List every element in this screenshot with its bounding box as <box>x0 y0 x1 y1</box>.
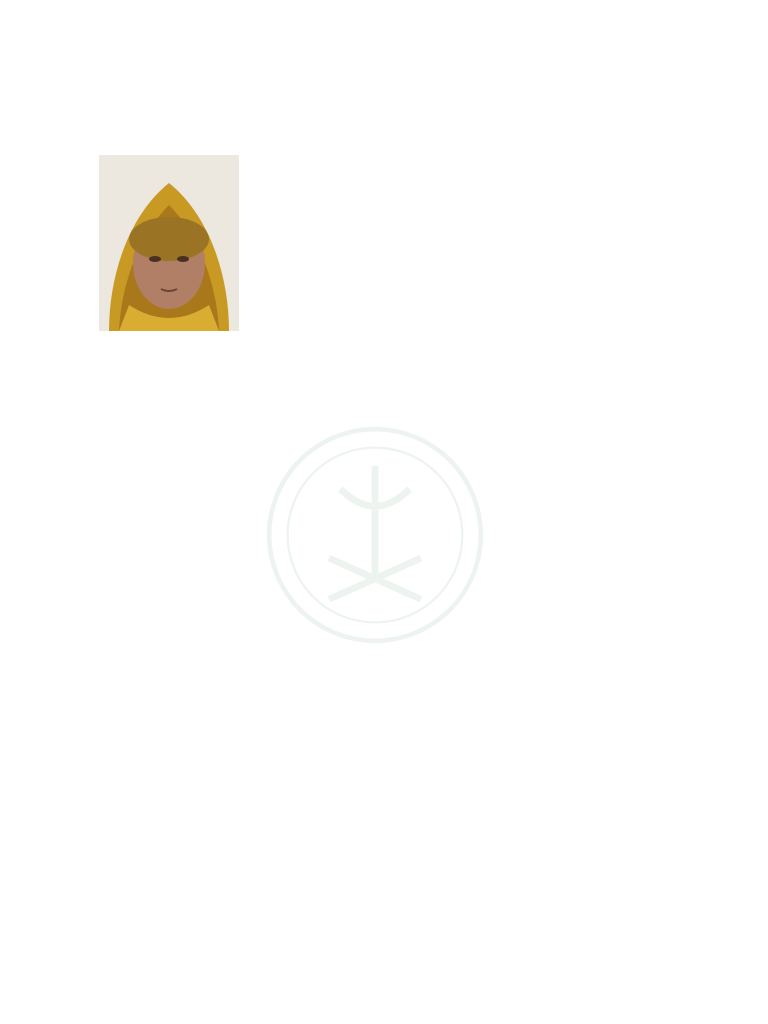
saudi-emblem-watermark <box>260 420 490 650</box>
portrait-icon <box>99 155 239 331</box>
applicant-photo <box>99 155 239 331</box>
visa-qr-code[interactable] <box>324 815 406 897</box>
